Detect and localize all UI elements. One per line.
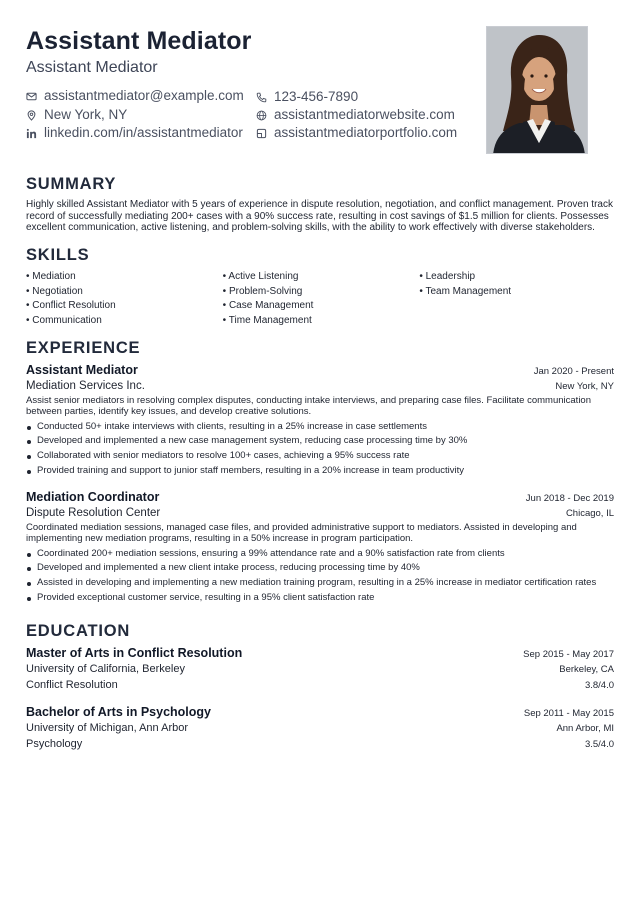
gpa: 3.5/4.0 xyxy=(584,739,614,750)
job-dates: Jun 2018 - Dec 2019 xyxy=(525,493,614,504)
achievement-item: Developed and implemented a new case management system, reducing case processing time by 30% xyxy=(26,434,614,449)
job-company: Mediation Services Inc. xyxy=(26,380,145,392)
job-title: Mediation Coordinator xyxy=(26,490,160,504)
summary-text: Highly skilled Assistant Mediator with 5 years of experience in dispute resolution, negotiation, and conflict management. Proven track record of successfully mediating 200+ cases with a 90% success rate, resulting in cost savings of $1.5 million for clients. Possesses excellent communication, active listening, and problem-solving skills, with the ability to work effectively with diverse stakeholders. xyxy=(26,199,613,234)
linkedin-icon xyxy=(26,128,37,139)
email-text: assistantmediator@example.com xyxy=(44,88,244,103)
achievement-item: Coordinated 200+ mediation sessions, ensuring a 99% attendance rate and a 90% satisfaction rate from clients xyxy=(26,547,614,562)
phone-text: 123-456-7890 xyxy=(274,89,359,104)
gpa: 3.8/4.0 xyxy=(584,680,614,691)
summary-heading: SUMMARY xyxy=(26,175,117,193)
job-company: Dispute Resolution Center xyxy=(26,507,161,519)
field-of-study: Psychology xyxy=(26,738,83,750)
achievement-item: Conducted 50+ intake interviews with clients, resulting in a 25% increase in case settlements xyxy=(26,420,614,435)
portfolio-text: assistantmediatorportfolio.com xyxy=(274,125,458,140)
linkedin-text: linkedin.com/in/assistantmediator xyxy=(44,125,243,140)
skill-item: • Team Management xyxy=(419,285,512,297)
school-name: University of California, Berkeley xyxy=(26,663,185,675)
job-achievements xyxy=(26,547,614,605)
phone-icon xyxy=(256,92,267,103)
job-location: New York, NY xyxy=(555,381,614,392)
globe-icon xyxy=(256,110,267,121)
skills-column xyxy=(26,270,223,328)
contact-linkedin[interactable] xyxy=(26,124,243,142)
skill-item: • Time Management xyxy=(222,314,312,326)
skill-item: • Problem-Solving xyxy=(222,285,303,297)
contact-website[interactable] xyxy=(256,106,455,124)
achievement-item: Collaborated with senior mediators to resolve 100+ cases, achieving a 95% success rate xyxy=(26,449,614,464)
achievement-item: Developed and implemented a new client intake process, reducing processing time by 40% xyxy=(26,561,614,576)
portfolio-icon xyxy=(256,128,267,139)
achievement-item: Assisted in developing and implementing a new mediation training program, resulting in a 25% increase in mediator certification rates xyxy=(26,576,614,591)
school-location: Ann Arbor, MI xyxy=(556,723,614,734)
experience-entry xyxy=(26,490,614,605)
skill-item: • Leadership xyxy=(419,271,476,282)
location-text: New York, NY xyxy=(44,107,128,122)
skills-heading: SKILLS xyxy=(26,246,90,264)
contact-phone[interactable] xyxy=(256,88,358,106)
map-pin-icon xyxy=(26,110,37,121)
education-heading: EDUCATION xyxy=(26,622,131,640)
education-entry xyxy=(26,646,614,693)
job-dates: Jan 2020 - Present xyxy=(533,366,614,377)
achievement-item: Provided training and support to junior staff members, resulting in a 20% increase in team productivity xyxy=(26,464,614,479)
school-name: University of Michigan, Ann Arbor xyxy=(26,722,189,734)
contact-info xyxy=(26,87,466,143)
degree-title: Master of Arts in Conflict Resolution xyxy=(26,646,243,660)
skills-column xyxy=(223,270,420,328)
contact-location xyxy=(26,106,127,124)
degree-title: Bachelor of Arts in Psychology xyxy=(26,705,211,719)
experience-heading: EXPERIENCE xyxy=(26,339,141,357)
contact-email[interactable] xyxy=(26,87,244,105)
candidate-name: Assistant Mediator xyxy=(26,27,252,55)
envelope-icon xyxy=(26,91,37,102)
skill-item: • Mediation xyxy=(26,271,76,282)
job-location: Chicago, IL xyxy=(565,508,614,519)
job-achievements xyxy=(26,420,614,478)
skills-grid xyxy=(26,270,616,328)
skill-item: • Conflict Resolution xyxy=(26,300,116,312)
achievement-item: Provided exceptional customer service, resulting in a 95% client satisfaction rate xyxy=(26,591,614,606)
profile-photo xyxy=(486,26,588,154)
skill-item: • Case Management xyxy=(222,300,314,312)
job-description: Coordinated mediation sessions, managed case files, and provided administrative support to mediators. Assisted in developing and implementing new mediation programs, resulting in a 50% increase in program participation. xyxy=(26,522,577,545)
education-dates: Sep 2011 - May 2015 xyxy=(523,708,614,719)
skill-item: • Active Listening xyxy=(222,271,299,282)
education-dates: Sep 2015 - May 2017 xyxy=(523,649,614,660)
experience-entry xyxy=(26,363,614,478)
skill-item: • Negotiation xyxy=(26,285,83,297)
job-description: Assist senior mediators in resolving complex disputes, conducting intake interviews, and preparing case files. Facilitate communication between parties, identify key issues, and develop creative solutions. xyxy=(26,395,591,418)
education-entry xyxy=(26,705,614,752)
website-text: assistantmediatorwebsite.com xyxy=(274,107,455,122)
contact-portfolio[interactable] xyxy=(256,124,457,142)
field-of-study: Conflict Resolution xyxy=(26,679,118,691)
candidate-title: Assistant Mediator xyxy=(26,59,158,76)
skill-item: • Communication xyxy=(26,314,102,326)
resume-header xyxy=(26,26,476,78)
school-location: Berkeley, CA xyxy=(559,664,614,675)
job-title: Assistant Mediator xyxy=(26,363,138,377)
skills-column xyxy=(419,270,616,328)
